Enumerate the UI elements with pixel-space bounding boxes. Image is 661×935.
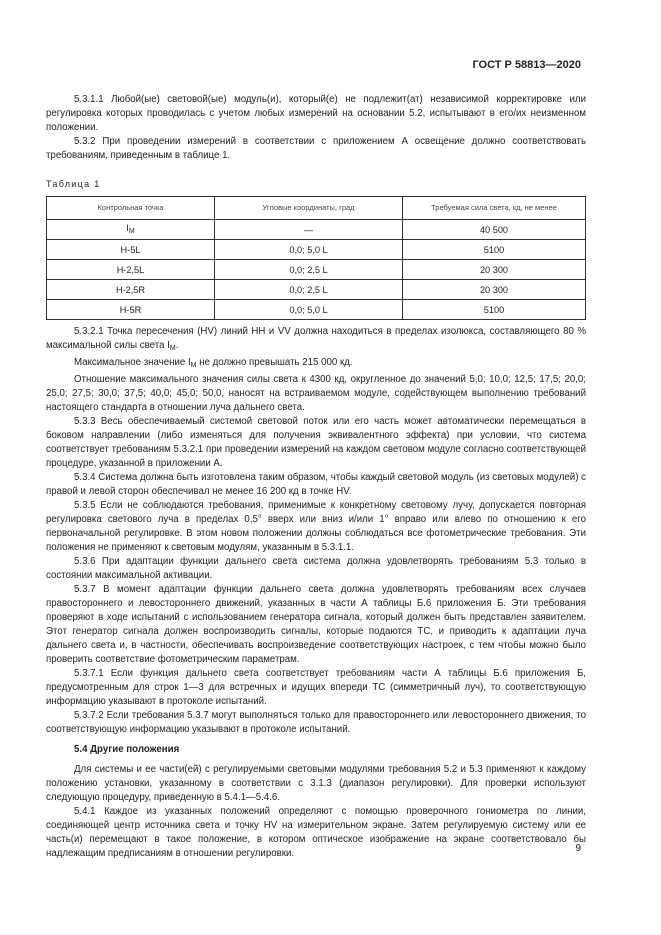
paragraph-534: 5.3.4 Система должна быть изготовлена таким образом, чтобы каждый световой модуль (из световых модулей) с правой и левой сторон обеспечивал не менее 16 200 кд в точке HV. bbox=[46, 472, 586, 497]
paragraph-5321: 5.3.2.1 Точка пересечения (HV) линий HH и VV должна находиться в пределах изолюкса, составляющего 80 % максимальной силы света $I_M$. bbox=[46, 326, 586, 352]
paragraph-ratio: Отношение максимального значения силы света к 4300 кд, округленное до значений 5,0; 10,0; 12,5; 17,5; 20,0; 25,0; 27,5; 30,0; 37,5; 40,0; 45,0; 50,0, наносят на встраиваемом модуле, содействующем выполнению требований настоящего стандарта в отношении луча дальнего света. bbox=[46, 374, 586, 413]
cell-coords: — bbox=[215, 220, 403, 240]
cell-point: H-2,5R bbox=[47, 280, 215, 300]
cell-value: 20 300 bbox=[403, 280, 586, 300]
cell-point: H-2,5L bbox=[47, 260, 215, 280]
document-body bbox=[46, 93, 586, 861]
cell-coords: 0,0; 5,0 L bbox=[215, 300, 403, 320]
paragraph-5311: 5.3.1.1 Любой(ые) световой(ые) модуль(и), который(е) не подлежит(ат) независимой корректировке или регулировка которых проводилась с учетом любых измерений на основании 5.2, испытывают в его/их неизменном положении. bbox=[46, 94, 586, 133]
photometric-table bbox=[46, 196, 586, 320]
section-title-5-4: 5.4 Другие положения bbox=[74, 744, 180, 755]
header-control-point: Контрольная точка bbox=[47, 197, 215, 220]
table-row bbox=[47, 280, 586, 300]
cell-point: H-5L bbox=[47, 240, 215, 260]
paragraph-536: 5.3.6 При адаптации функции дальнего света система должна удовлетворять требованиям 5.3 только в состоянии максимальной активации. bbox=[46, 556, 586, 581]
cell-point: $I_M$ bbox=[47, 220, 215, 240]
cell-coords: 0,0; 2,5 L bbox=[215, 260, 403, 280]
table-row bbox=[47, 240, 586, 260]
paragraph-max-value: Максимальное значение $I_M$ не должно превышать 215 000 кд. bbox=[74, 357, 353, 369]
cell-coords: 0,0; 5,0 L bbox=[215, 240, 403, 260]
cell-coords: 0,0; 2,5 L bbox=[215, 280, 403, 300]
paragraph-5371: 5.3.7.1 Если функция дальнего света соответствует требованиям части А таблицы Б.6 приложения Б, предусмотренным для строк 1—3 для встречных и идущих впереди ТС (симметричный луч), то соответствующую информацию указывают в протоколе испытаний. bbox=[46, 668, 586, 707]
document-header: ГОСТ Р 58813—2020 bbox=[472, 59, 581, 71]
page-number: 9 bbox=[575, 843, 581, 854]
table-caption: Таблица 1 bbox=[46, 179, 101, 189]
paragraph-532: 5.3.2 При проведении измерений в соответствии с приложением А освещение должно соответствовать требованиям, приведенным в таблице 1. bbox=[46, 136, 586, 161]
paragraph-54-intro: Для системы и ее части(ей) с регулируемыми световыми модулями требования 5.2 и 5.3 применяют к каждому положению установки, указанному в соответствии с 3.1.3 (диапазон регулировки). Для проверки используют следующую процедуру, приведенную в 5.4.1—5.4.6. bbox=[46, 764, 586, 803]
table-header-row bbox=[47, 197, 586, 220]
cell-value: 20 300 bbox=[403, 260, 586, 280]
cell-value: 40 500 bbox=[403, 220, 586, 240]
table-row bbox=[47, 300, 586, 320]
header-angular-coords: Угловые координаты, град bbox=[215, 197, 403, 220]
cell-point: H-5R bbox=[47, 300, 215, 320]
header-required-intensity: Требуемая сила света, кд, не менее bbox=[403, 197, 586, 220]
paragraph-5372: 5.3.7.2 Если требования 5.3.7 могут выполняться только для правостороннего или левостороннего движения, то соответствующую информацию указывают в протоколе испытаний. bbox=[46, 710, 586, 735]
cell-value: 5100 bbox=[403, 240, 586, 260]
cell-value: 5100 bbox=[403, 300, 586, 320]
paragraph-541: 5.4.1 Каждое из указанных положений определяют с помощью проверочного гониометра по линии, соединяющей центр источника света и точку HV на измерительном экране. Затем регулируемую систему или ее часть(и) перемещают в такое положение, в котором оптическое изображение на экране соответствовало бы надлежащим предписаниям в отношении регулировки. bbox=[46, 806, 586, 859]
paragraph-535: 5.3.5 Если не соблюдаются требования, применимые к конкретному световому лучу, допускается повторная регулировка светового луча в пределах 0,5° вверх или вниз и/или 1° вправо или влево по отношению к его первоначальной регулировке. В этом новом положении должны соблюдаться все фотометрические требования. Эти положения не применяют к световым модулям, указанным в 5.3.1.1. bbox=[46, 500, 586, 553]
paragraph-533: 5.3.3 Весь обеспечиваемый системой световой поток или его часть может автоматически перемещаться в боковом направлении (либо изменяться для получения эквивалентного эффекта) при условии, что система соответствует требованиям 5.3.2.1 при проведении измерений на каждом световом модуле согласно соответствующей процедуре, указанной в приложении А. bbox=[46, 416, 586, 469]
paragraph-537: 5.3.7 В момент адаптации функции дальнего света должна удовлетворять требованиям всех случаев правостороннего и левостороннего движений, указанных в части А таблицы Б.6 приложения Б. Эти требования проверяют в ходе испытаний с использованием генератора сигнала, который должен быть представлен заявителем. Этот генератор сигнала должен воспроизводить сигналы, которые подаются ТС, и приводить к адаптации луча дальнего света и, в частности, обеспечивать воспроизведение соответствующих настроек, с тем чтобы можно было проверить соответствие фотометрическим параметрам. bbox=[46, 584, 586, 665]
table-row bbox=[47, 220, 586, 240]
table-row bbox=[47, 260, 586, 280]
